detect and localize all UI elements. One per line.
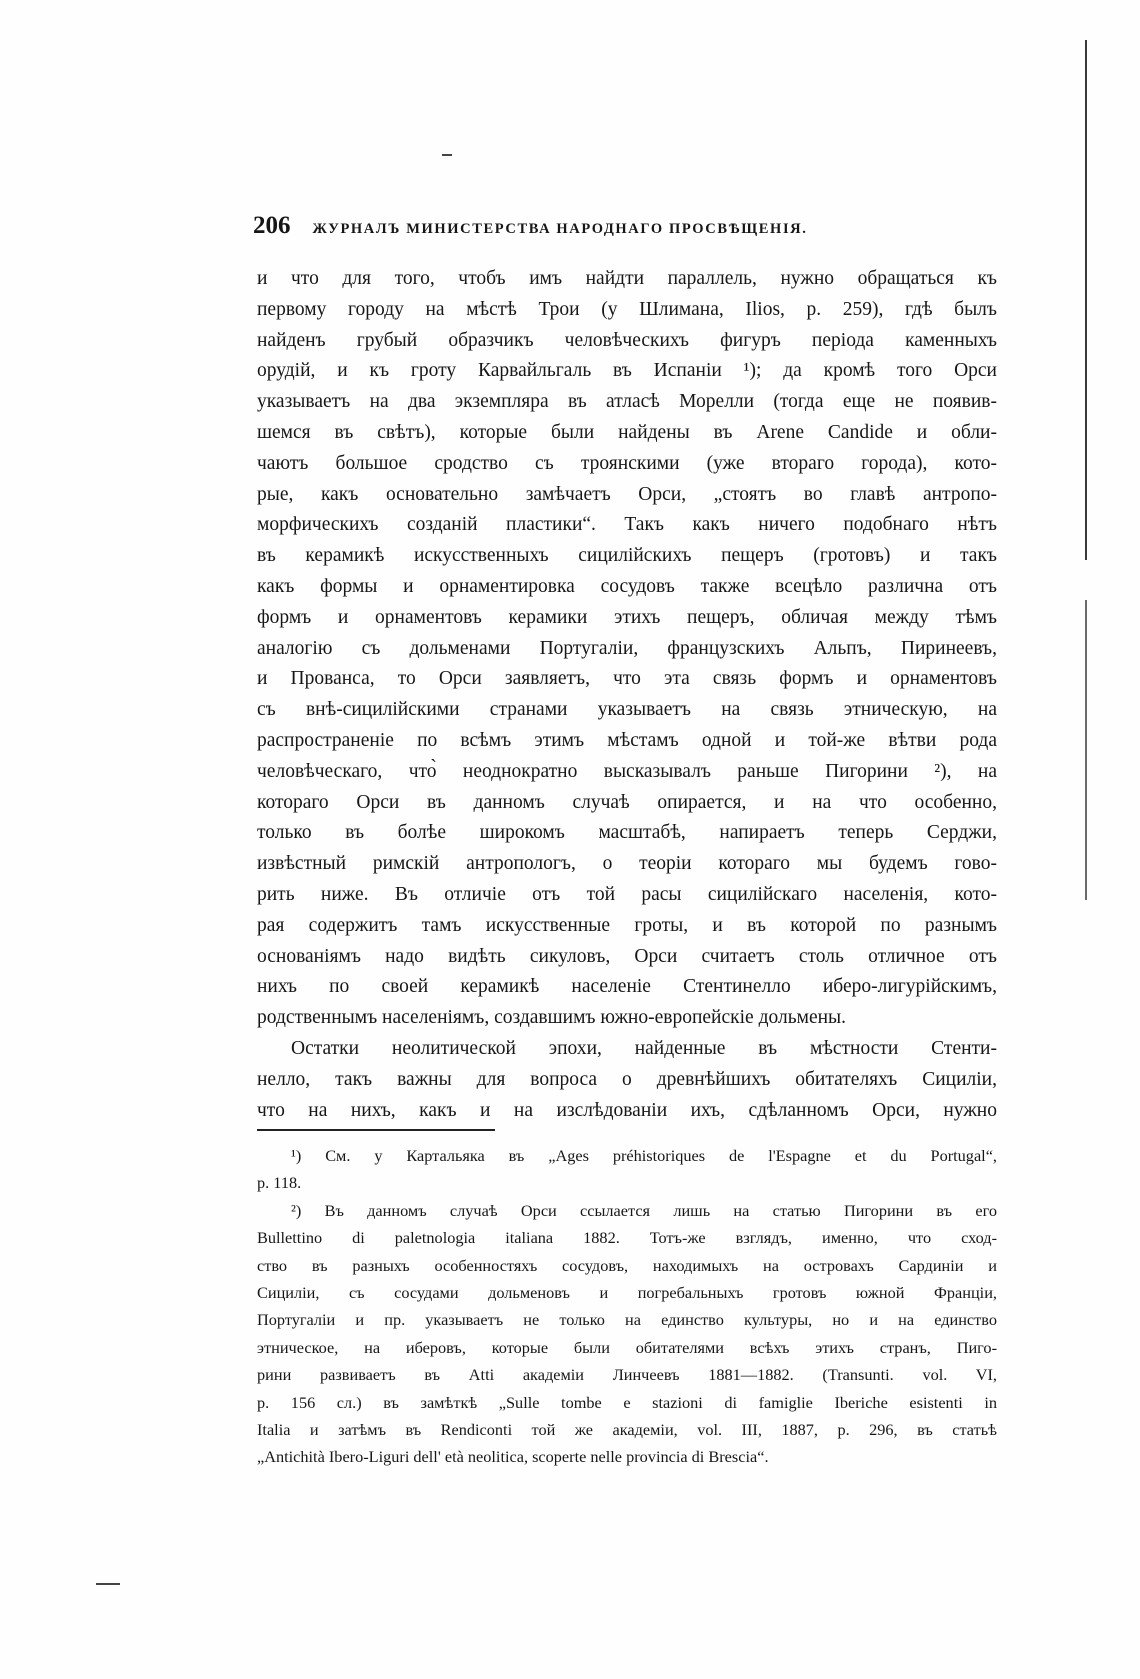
scan-mark-top <box>442 154 452 156</box>
body-line: и что для того, чтобъ имъ найдти параллель, нужно обращаться къ <box>257 268 997 289</box>
body-line: формъ и орнаментовъ керамики этихъ пещеръ, обличая между тѣмъ <box>257 606 997 628</box>
footnote-line: p. 156 сл.) въ замѣткѣ „Sulle tombe e stazioni di famiglie Iberiche esistenti in <box>257 1392 997 1412</box>
footnote-line: рини развиваетъ въ Atti академіи Линчеевъ 1881—1882. (Transunti. vol. VI, <box>257 1365 997 1385</box>
body-line: шемся въ свѣтъ), которые были найдены въ Arene Candide и обли- <box>257 421 997 443</box>
body-line: человѣческаго, что̀ неоднократно высказывалъ раньше Пигорини ²), на <box>257 760 997 782</box>
body-line: первому городу на мѣстѣ Трои (у Шлимана, Ilios, p. 259), гдѣ былъ <box>257 298 997 320</box>
body-line: морфическихъ созданій пластики“. Такъ какъ ничего подобнаго нѣтъ <box>257 514 997 536</box>
body-line: рая содержитъ тамъ искусственные гроты, и въ которой по разнымъ <box>257 914 997 936</box>
page-header <box>253 212 993 248</box>
body-line: аналогію съ дольменами Португаліи, французскихъ Альпъ, Пиринеевъ, <box>257 637 997 659</box>
footnote-line: Bullettino di paletnologia italiana 1882. Тотъ-же взглядъ, именно, что сход- <box>257 1228 997 1248</box>
footnote-line: этническое, на иберовъ, которые были обитателями всѣхъ этихъ странъ, Пиго- <box>257 1337 997 1357</box>
body-line: основаніямъ надо видѣть сикуловъ, Орси считаетъ столь отличное отъ <box>257 945 997 967</box>
footnotes <box>257 1142 997 1471</box>
body-text <box>257 264 997 1126</box>
body-line: только въ болѣе широкомъ масштабѣ, напираетъ теперь Серджи, <box>257 822 997 844</box>
page-number: 206 <box>253 212 291 239</box>
body-line: нихъ по своей керамикѣ населеніе Стентинелло иберо-лигурійскимъ, <box>257 976 997 998</box>
body-line: распространеніе по всѣмъ этимъ мѣстамъ одной и той-же вѣтви рода <box>257 729 997 751</box>
body-line: рить ниже. Въ отличіе отъ той расы сицилійскаго населенія, кото- <box>257 883 997 905</box>
body-line: орудій, и къ гроту Карвайльгаль въ Испаніи ¹); да кромѣ того Орси <box>257 360 997 382</box>
body-line: нелло, такъ важны для вопроса о древнѣйшихъ обитателяхъ Сициліи, <box>257 1068 997 1090</box>
footnote-separator <box>257 1129 495 1131</box>
body-line: и Прованса, то Орси заявляетъ, что эта связь формъ и орнаментовъ <box>257 668 997 690</box>
footnote-line: Португаліи и пр. указываетъ не только на единство культуры, но и на единство <box>257 1310 997 1330</box>
footnote-line: „Antichità Ibero-Liguri dell' età neolitica, scoperte nelle provincia di Brescia“. <box>257 1447 769 1467</box>
body-line: чаютъ большое сродство съ троянскими (уже втораго города), кото- <box>257 452 997 474</box>
footnote-line: ство въ разныхъ особенностяхъ сосудовъ, находимыхъ на островахъ Сардиніи и <box>257 1255 997 1275</box>
running-head: ЖУРНАЛЪ МИНИСТЕРСТВА НАРОДНАГО ПРОСВѢЩЕНІЯ. <box>312 221 808 237</box>
page-edge-line <box>1085 40 1087 560</box>
body-line: извѣстный римскій антропологъ, о теоріи котораго мы будемъ гово- <box>257 853 997 875</box>
footnote-line: ²) Въ данномъ случаѣ Орси ссылается лишь на статью Пигорини въ его <box>291 1200 997 1220</box>
body-line: Остатки неолитической эпохи, найденные въ мѣстности Стенти- <box>291 1037 997 1059</box>
page-edge-line-lower <box>1085 600 1087 900</box>
body-line: въ керамикѣ искусственныхъ сицилійскихъ пещеръ (гротовъ) и такъ <box>257 545 997 567</box>
body-line: что на нихъ, какъ и на изслѣдованіи ихъ, сдѣланномъ Орси, нужно <box>257 1099 997 1121</box>
footnote-line: Сициліи, съ сосудами дольменовъ и погребальныхъ гротовъ южной Франціи, <box>257 1282 997 1302</box>
body-line: родственнымъ населеніямъ, создавшимъ южно-европейскіе дольмены. <box>257 1007 847 1029</box>
footnote-line: p. 118. <box>257 1173 302 1193</box>
footnote-line: Italia и затѣмъ въ Rendiconti той же академіи, vol. III, 1887, p. 296, въ статьѣ <box>257 1419 997 1439</box>
body-line: съ внѣ-сицилійскими странами указываетъ на связь этническую, на <box>257 699 997 721</box>
body-line: какъ формы и орнаментировка сосудовъ также всецѣло различна отъ <box>257 575 997 597</box>
scan-mark-bottom <box>96 1583 120 1585</box>
body-line: указываетъ на два экземпляра въ атласѣ Морелли (тогда еще не появив- <box>257 391 997 413</box>
footnote-line: ¹) См. у Картальяка въ „Ages préhistoriques de l'Espagne et du Portugal“, <box>291 1146 997 1165</box>
body-line: рые, какъ основательно замѣчаетъ Орси, „стоятъ во главѣ антропо- <box>257 483 997 505</box>
body-line: найденъ грубый образчикъ человѣческихъ фигуръ періода каменныхъ <box>257 329 997 351</box>
body-line: котораго Орси въ данномъ случаѣ опирается, и на что особенно, <box>257 791 997 813</box>
